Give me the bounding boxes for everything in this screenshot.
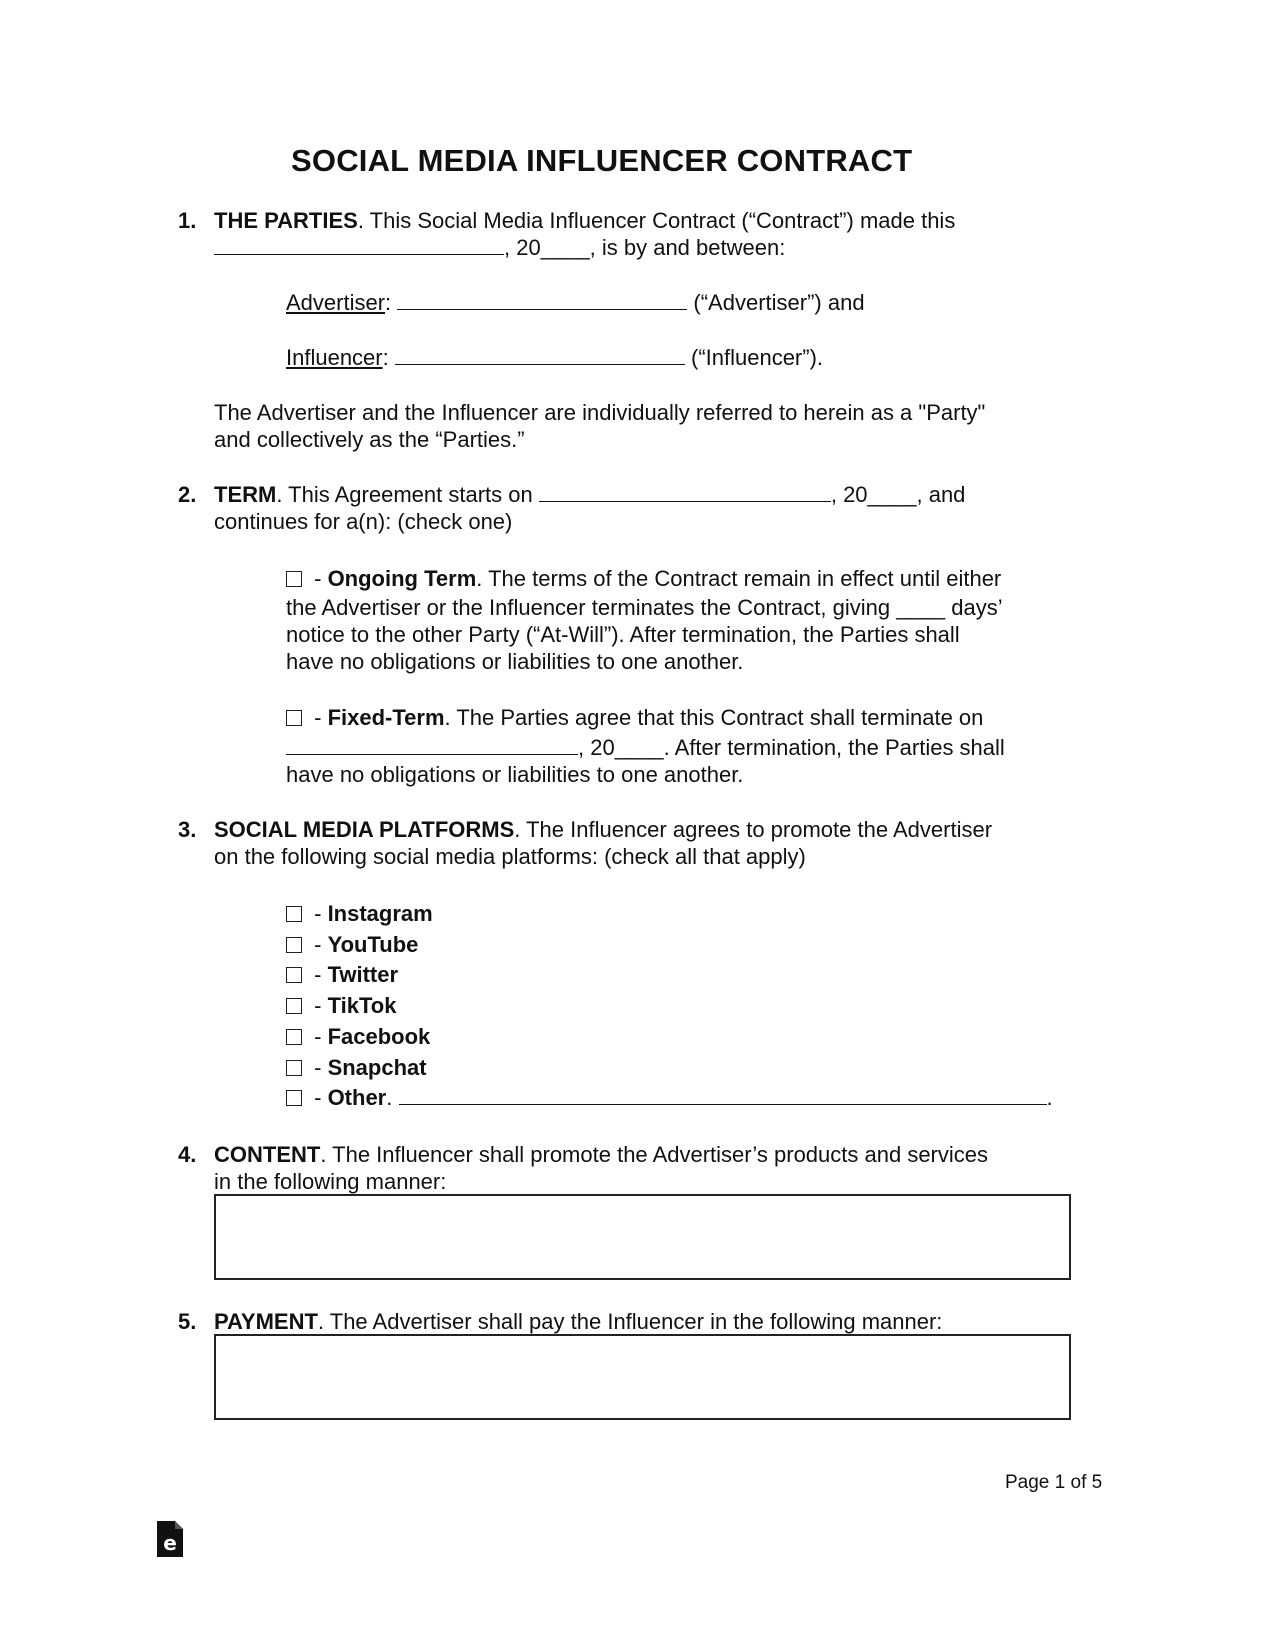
platform-facebook [286, 1024, 430, 1050]
section-1-heading: THE PARTIES [214, 208, 358, 233]
advertiser-tail: (“Advertiser”) and [687, 290, 865, 315]
section-2-start-tail: , 20____, and [830, 482, 966, 507]
contract-date-blank[interactable] [214, 253, 504, 255]
influencer-name-blank[interactable] [395, 363, 685, 365]
twitter-checkbox[interactable] [286, 967, 302, 983]
influencer-row [286, 345, 823, 371]
ongoing-term-line-2: the Advertiser or the Influencer terminates the Contract, giving ____ days’ [286, 595, 1003, 620]
advertiser-name-blank[interactable] [397, 308, 687, 310]
influencer-colon: : [382, 345, 389, 370]
tiktok-checkbox[interactable] [286, 998, 302, 1014]
fixed-term-end-date-blank[interactable] [286, 753, 578, 755]
fixed-term-line-2 [286, 735, 1005, 761]
section-5-line-1 [214, 1309, 942, 1335]
section-1-intro: . This Social Media Influencer Contract (“Contract”) made this [357, 208, 956, 233]
advertiser-colon: : [385, 290, 392, 315]
document-title: SOCIAL MEDIA INFLUENCER CONTRACT [291, 143, 913, 178]
section-1-line-2 [214, 235, 785, 261]
section-2-line-2: continues for a(n): (check one) [214, 509, 513, 534]
platform-instagram [286, 901, 433, 927]
parties-collective-line-1: The Advertiser and the Influencer are individually referred to herein as a "Party" [214, 400, 986, 425]
section-3-text-1: . The Influencer agrees to promote the Advertiser [514, 817, 993, 842]
ongoing-term-line-3: notice to the other Party (“At-Will”). After termination, the Parties shall [286, 622, 960, 647]
platform-dash: - [308, 1024, 328, 1049]
facebook-label: Facebook [327, 1024, 431, 1049]
platform-dash: - [308, 901, 328, 926]
platform-dash: - [308, 962, 328, 987]
section-2-heading: TERM [214, 482, 277, 507]
section-4-text-1: . The Influencer shall promote the Advertiser’s products and services [320, 1142, 989, 1167]
platform-other [286, 1085, 1053, 1111]
instagram-label: Instagram [327, 901, 433, 926]
influencer-label: Influencer [286, 345, 383, 370]
platform-tiktok [286, 993, 396, 1019]
parties-collective-line-2: and collectively as the “Parties.” [214, 427, 525, 452]
other-end-period: . [1046, 1085, 1053, 1110]
platform-dash: - [308, 1085, 328, 1110]
advertiser-row [286, 290, 865, 316]
section-1-number: 1. [178, 208, 197, 233]
section-2-start: . This Agreement starts on [276, 482, 533, 507]
section-4-number: 4. [178, 1142, 197, 1167]
section-1-date-tail: , 20____, is by and between: [504, 235, 786, 260]
payment-text-field[interactable] [214, 1334, 1071, 1420]
youtube-checkbox[interactable] [286, 937, 302, 953]
twitter-label: Twitter [327, 962, 399, 987]
other-platform-blank[interactable] [399, 1103, 1047, 1105]
eforms-logo-icon [157, 1521, 183, 1557]
fixed-term-line-3: have no obligations or liabilities to one another. [286, 762, 744, 787]
section-5-number: 5. [178, 1309, 197, 1334]
ongoing-term-line-4: have no obligations or liabilities to one another. [286, 649, 744, 674]
tiktok-label: TikTok [327, 993, 397, 1018]
content-text-field[interactable] [214, 1194, 1071, 1280]
fixed-text-1: . The Parties agree that this Contract shall terminate on [444, 705, 984, 730]
section-2-line-1 [214, 482, 965, 508]
section-3-line-2: on the following social media platforms: (check all that apply) [214, 844, 806, 869]
ongoing-term-line-1 [286, 566, 1001, 592]
platform-youtube [286, 932, 418, 958]
other-suffix: . [386, 1085, 393, 1110]
section-3-line-1 [214, 817, 992, 843]
fixed-term-line-1 [286, 705, 983, 731]
platform-dash: - [308, 1055, 328, 1080]
snapchat-label: Snapchat [327, 1055, 427, 1080]
other-label: Other [327, 1085, 387, 1110]
platform-twitter [286, 962, 398, 988]
ongoing-term-label: Ongoing Term [327, 566, 477, 591]
ongoing-term-checkbox[interactable] [286, 571, 302, 587]
other-checkbox[interactable] [286, 1090, 302, 1106]
platform-dash: - [308, 993, 328, 1018]
section-4-line-2: in the following manner: [214, 1169, 447, 1194]
fixed-term-label: Fixed-Term [327, 705, 445, 730]
platform-snapchat [286, 1055, 427, 1081]
fixed-term-checkbox[interactable] [286, 710, 302, 726]
term-start-date-blank[interactable] [539, 500, 831, 502]
section-3-heading: SOCIAL MEDIA PLATFORMS [214, 817, 515, 842]
youtube-label: YouTube [327, 932, 419, 957]
fixed-dash: - [308, 705, 328, 730]
facebook-checkbox[interactable] [286, 1029, 302, 1045]
page-number: Page 1 of 5 [1005, 1472, 1103, 1493]
platform-dash: - [308, 932, 328, 957]
section-2-number: 2. [178, 482, 197, 507]
section-4-line-1 [214, 1142, 988, 1168]
instagram-checkbox[interactable] [286, 906, 302, 922]
section-5-heading: PAYMENT [214, 1309, 318, 1334]
ongoing-text-1: . The terms of the Contract remain in effect until either [476, 566, 1002, 591]
section-1-line-1 [214, 208, 955, 234]
logo-letter: e [163, 1531, 177, 1555]
section-5-text-1: . The Advertiser shall pay the Influencer in the following manner: [317, 1309, 943, 1334]
section-3-number: 3. [178, 817, 197, 842]
section-4-heading: CONTENT [214, 1142, 321, 1167]
ongoing-dash: - [308, 566, 328, 591]
advertiser-label: Advertiser [286, 290, 386, 315]
fixed-text-2: , 20____. After termination, the Parties shall [578, 735, 1005, 760]
influencer-tail: (“Influencer”). [684, 345, 824, 370]
snapchat-checkbox[interactable] [286, 1060, 302, 1076]
